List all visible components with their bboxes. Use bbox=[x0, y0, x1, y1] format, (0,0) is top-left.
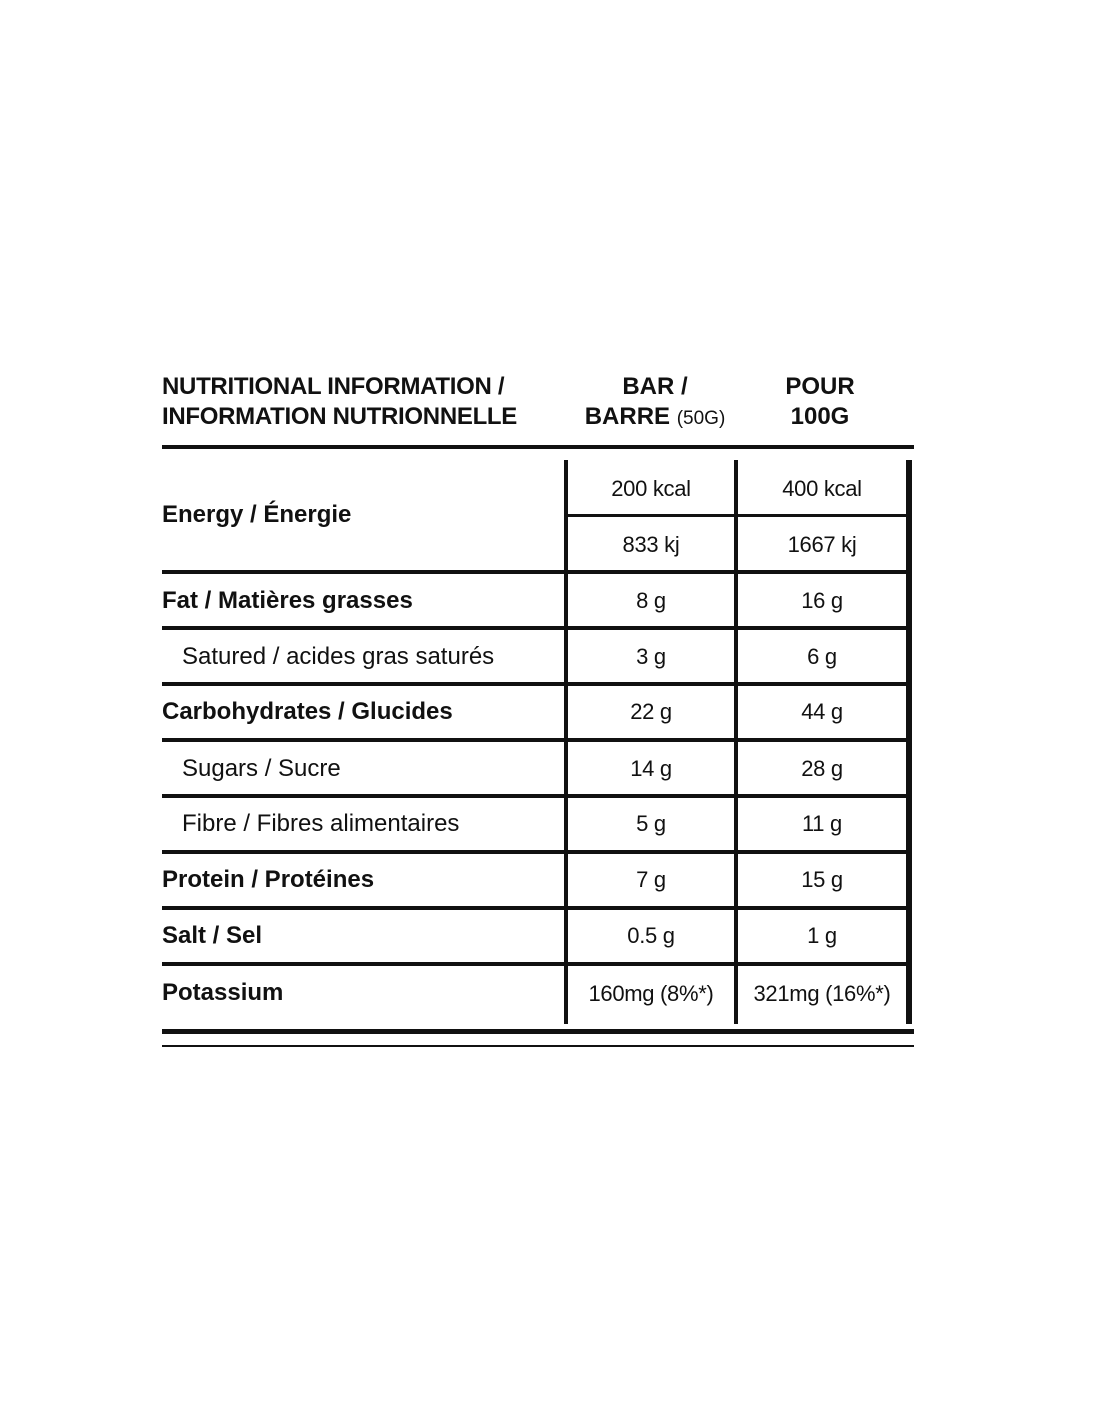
row-label: Fat / Matières grasses bbox=[162, 587, 413, 614]
row-label: Protein / Protéines bbox=[162, 866, 375, 893]
row-label: Carbohydrates / Glucides bbox=[162, 698, 453, 725]
table-row bbox=[162, 686, 912, 742]
header-bar-quantity: (50G) bbox=[676, 408, 726, 429]
header-title-en: NUTRITIONAL INFORMATION / bbox=[162, 373, 505, 400]
bar-value: 160mg (8%*) bbox=[588, 981, 714, 1006]
footer-divider-thick bbox=[162, 1029, 914, 1034]
header-bar-line2 bbox=[572, 402, 738, 434]
bar-value: 5 g bbox=[636, 811, 666, 836]
column-divider-left bbox=[564, 460, 568, 1024]
bar-value: 7 g bbox=[636, 867, 666, 892]
row-label: Fibre / Fibres alimentaires bbox=[182, 810, 460, 837]
row-label: Energy / Énergie bbox=[162, 501, 352, 528]
header-pour-column bbox=[740, 372, 900, 432]
table-row bbox=[162, 910, 912, 966]
energy-bar-kj: 833 kj bbox=[622, 532, 680, 557]
pour-value: 321mg (16%*) bbox=[753, 981, 891, 1006]
row-label: Salt / Sel bbox=[162, 922, 263, 949]
table-row bbox=[162, 854, 912, 910]
bar-value: 0.5 g bbox=[627, 923, 675, 948]
pour-value: 15 g bbox=[801, 867, 843, 892]
table-row bbox=[162, 798, 912, 854]
pour-value: 44 g bbox=[801, 699, 843, 724]
pour-value: 6 g bbox=[807, 644, 837, 669]
energy-pour-kcal: 400 kcal bbox=[782, 476, 862, 501]
bar-value: 3 g bbox=[636, 644, 666, 669]
pour-value: 1 g bbox=[807, 923, 837, 948]
header-bar-line1: BAR / bbox=[622, 373, 688, 400]
row-label: Potassium bbox=[162, 979, 284, 1006]
header-divider bbox=[162, 445, 914, 449]
bar-value: 14 g bbox=[630, 756, 672, 781]
bar-value: 22 g bbox=[630, 699, 672, 724]
column-divider-middle bbox=[734, 460, 738, 1024]
row-label: Sugars / Sucre bbox=[182, 755, 341, 782]
header-title-fr: INFORMATION NUTRIONNELLE bbox=[162, 403, 517, 430]
energy-bar-kcal: 200 kcal bbox=[611, 476, 691, 501]
table-row bbox=[162, 742, 912, 798]
pour-value: 28 g bbox=[801, 756, 843, 781]
header-title bbox=[162, 372, 517, 432]
row-label: Satured / acides gras saturés bbox=[182, 643, 495, 670]
table-row-energy bbox=[162, 460, 912, 574]
column-divider-right bbox=[906, 460, 912, 1024]
table-row bbox=[162, 574, 912, 630]
pour-value: 11 g bbox=[802, 811, 842, 836]
pour-value: 16 g bbox=[801, 588, 843, 613]
footer-divider-thin bbox=[162, 1045, 914, 1047]
table-row bbox=[162, 966, 912, 1024]
header-bar-column bbox=[572, 372, 738, 434]
header-bar-label: BARRE bbox=[584, 403, 671, 430]
header-pour-line2: 100G bbox=[790, 403, 850, 430]
nutrition-table bbox=[162, 460, 912, 1024]
bar-value: 8 g bbox=[636, 588, 666, 613]
header-pour-line1: POUR bbox=[785, 373, 855, 400]
energy-pour-kj: 1667 kj bbox=[787, 532, 857, 557]
table-header bbox=[0, 372, 1100, 442]
table-row bbox=[162, 630, 912, 686]
